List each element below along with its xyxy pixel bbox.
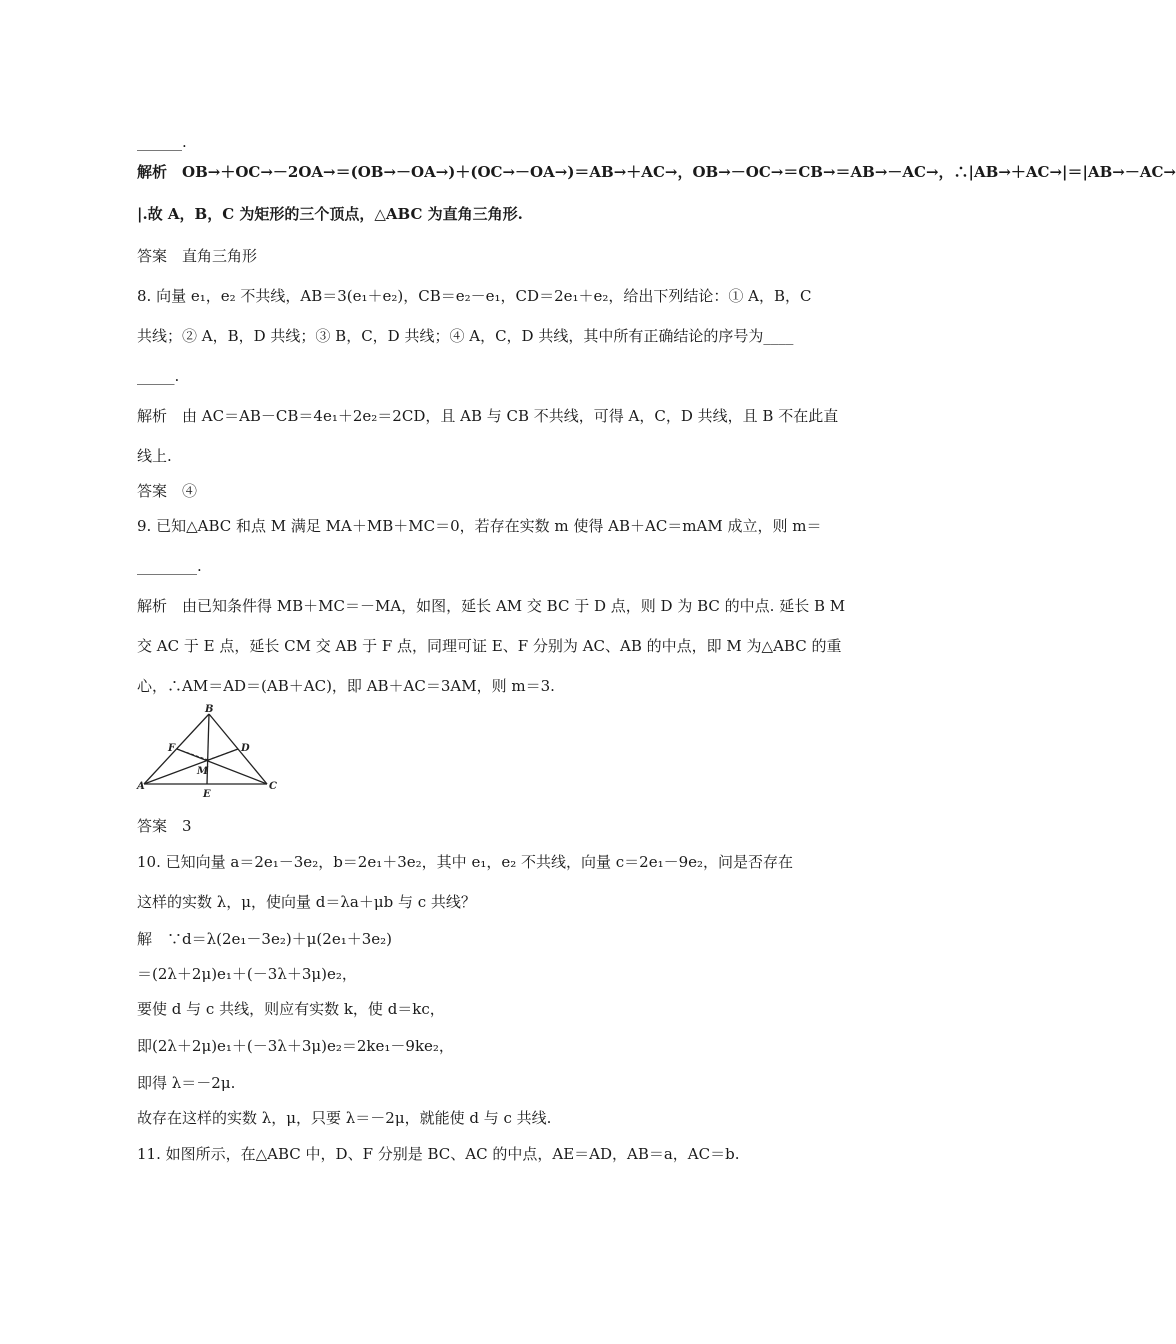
text-line: 解析 由 AC＝AB－CB＝4e₁＋2e₂＝2CD，且 AB 与 CB 不共线，可得 A，C，D 共线，且 B 不在此直 bbox=[137, 407, 839, 425]
text-line: 线上. bbox=[137, 447, 172, 465]
text-line: 解析 由已知条件得 MB＋MC＝－MA，如图，延长 AM 交 BC 于 D 点，则 D 为 BC 的中点. 延长 B M bbox=[137, 597, 846, 615]
text-line: 解 ∵d＝λ(2e₁－3e₂)＋μ(2e₁＋3e₂) bbox=[137, 930, 393, 948]
label-c: C bbox=[269, 781, 277, 792]
text-line: 答案 3 bbox=[137, 817, 192, 835]
text-line: 即(2λ＋2μ)e₁＋(－3λ＋3μ)e₂＝2ke₁－9ke₂， bbox=[137, 1037, 454, 1055]
text-line: |.故 A，B，C 为矩形的三个顶点，△ABC 为直角三角形. bbox=[137, 205, 523, 223]
label-b: B bbox=[205, 704, 214, 715]
text-line: 答案 直角三角形 bbox=[137, 247, 258, 265]
text-line: ＝(2λ＋2μ)e₁＋(－3λ＋3μ)e₂， bbox=[137, 965, 357, 983]
label-a: A bbox=[137, 781, 145, 792]
triangle-figure bbox=[137, 702, 287, 802]
text-line: 解析 OB→＋OC→－2OA→＝(OB→－OA→)＋(OC→－OA→)＝AB→＋AC→，OB→－OC→＝CB→＝AB→－AC→，∴|AB→＋AC→|＝|AB→－AC→ bbox=[137, 163, 1176, 181]
text-line: 11. 如图所示，在△ABC 中，D、F 分别是 BC、AC 的中点，AE＝AD，AB＝a，AC＝b. bbox=[137, 1145, 740, 1163]
text-line: 这样的实数 λ，μ，使向量 d＝λa＋μb 与 c 共线？ bbox=[137, 893, 476, 911]
text-line: 共线；② A，B，D 共线；③ B，C，D 共线；④ A，C，D 共线，其中所有正确结论的序号为____ bbox=[137, 327, 794, 345]
text-line: ________. bbox=[137, 557, 202, 575]
text-line: 8. 向量 e₁，e₂ 不共线，AB＝3(e₁＋e₂)，CB＝e₂－e₁，CD＝2e₁＋e₂，给出下列结论：① A，B，C bbox=[137, 287, 812, 305]
label-e: E bbox=[203, 789, 211, 800]
text-line: 交 AC 于 E 点，延长 CM 交 AB 于 F 点，同理可证 E、F 分别为 AC、AB 的中点，即 M 为△ABC 的重 bbox=[137, 637, 842, 655]
label-d: D bbox=[241, 743, 250, 754]
text-line: ______. bbox=[137, 133, 187, 151]
text-line: 即得 λ＝－2μ. bbox=[137, 1074, 236, 1092]
label-f: F bbox=[168, 743, 176, 754]
text-line: 故存在这样的实数 λ，μ，只要 λ＝－2μ，就能使 d 与 c 共线. bbox=[137, 1109, 552, 1127]
text-line: _____. bbox=[137, 367, 180, 385]
text-line: 答案 ④ bbox=[137, 482, 198, 500]
text-line: 要使 d 与 c 共线，则应有实数 k，使 d＝kc， bbox=[137, 1000, 445, 1018]
label-m: M bbox=[197, 766, 209, 777]
text-line: 9. 已知△ABC 和点 M 满足 MA＋MB＋MC＝0，若存在实数 m 使得 AB＋AC＝mAM 成立，则 m＝ bbox=[137, 517, 822, 535]
text-line: 10. 已知向量 a＝2e₁－3e₂，b＝2e₁＋3e₂，其中 e₁，e₂ 不共线，向量 c＝2e₁－9e₂，问是否存在 bbox=[137, 853, 794, 871]
text-line: 心，∴AM＝AD＝(AB＋AC)，即 AB＋AC＝3AM，则 m＝3. bbox=[137, 677, 555, 695]
